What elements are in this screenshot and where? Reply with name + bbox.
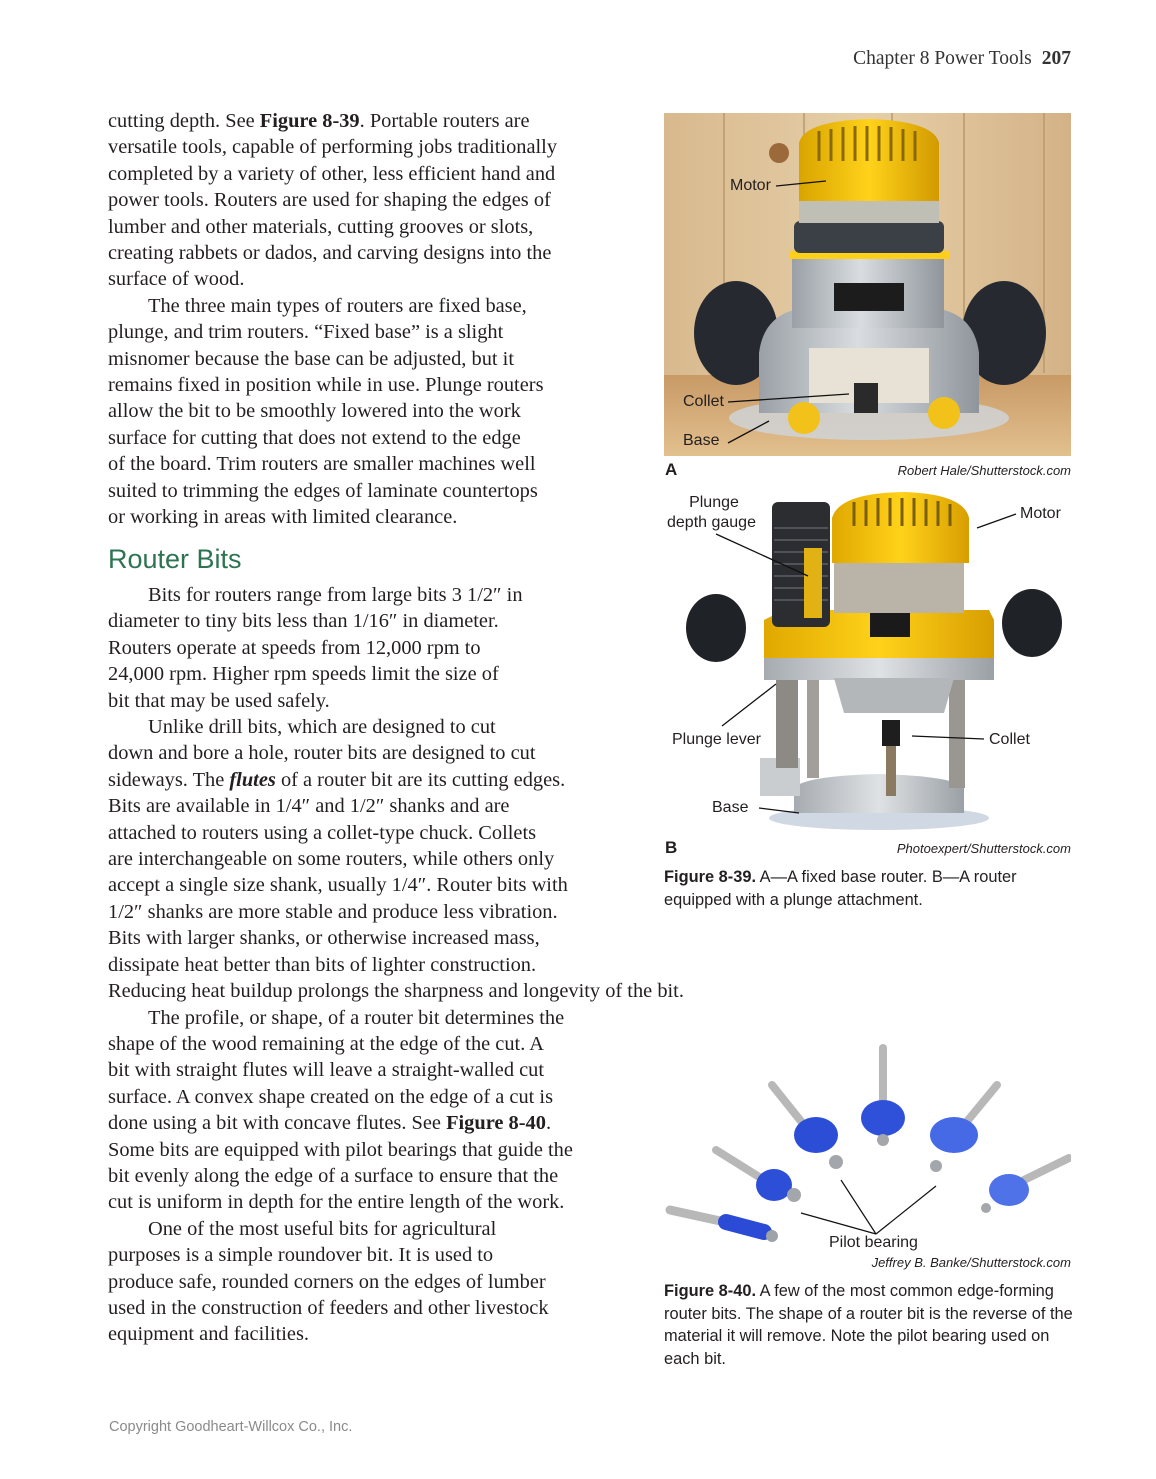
callout-base: Base [712, 799, 749, 816]
figure-8-40-caption [664, 1280, 1074, 1370]
panel-letter-a: A [665, 460, 678, 479]
caption-text: A few of the most common edge-forming router bits. The shape of a router bit is the reverse of the material it will remove. Note the pilot bearing used on each bit. [664, 1282, 1073, 1368]
page-number: 207 [1041, 48, 1071, 69]
caption-text: A—A fixed base router. B—A router equipped with a plunge attachment. [664, 868, 1017, 909]
photo-credit-a: Robert Hale/Shutterstock.com [897, 463, 1071, 478]
callout-collet: Collet [683, 393, 724, 410]
panel-letter-b: B [665, 838, 678, 857]
paragraph-routers-intro: cutting depth. See Figure 8-39. Portable routers are versatile tools, capable of performing jobs traditionally completed by a variety of other, less efficient hand and power tools. Routers are used for shaping the edges of lumber and other materials, cutting grooves or slots, creating rabbets or dados, and carving designs into the surface of wood. [108, 110, 558, 291]
paragraph-router-types: The three main types of routers are fixed base, plunge, and trim routers. “Fixed base” is a slight misnomer because the base can be adjusted, but it remains fixed in position while in use. Plunge routers allow the bit to be smoothly lowered into the work surface for cutting that does not extend to the edge of the board. Trim routers are smaller machines well suited to trimming the edges of laminate countertops or working in areas with limited clearance. [108, 294, 544, 529]
callout-base: Base [683, 432, 720, 449]
callout-depth-gauge: depth gauge [667, 514, 756, 531]
photo-credit-bits: Jeffrey B. Banke/Shutterstock.com [871, 1255, 1071, 1270]
figure-reference: Figure 8-39 [259, 110, 360, 132]
figure-8-40-photo [664, 1040, 1071, 1252]
body-text-router-bits [108, 582, 684, 1348]
router-bits-image [664, 1040, 1071, 1252]
plunge-router-image [664, 488, 1071, 838]
figure-reference: Figure 8-40 [446, 1112, 546, 1135]
figure-8-39-caption [664, 866, 1074, 911]
paragraph-roundover-bit: One of the most useful bits for agricultural purposes is a simple roundover bit. It is used to produce safe, rounded corners on the edges of lumber used in the construction of feeders and other livestock equipment and facilities. [108, 1217, 549, 1346]
callout-motor: Motor [730, 177, 771, 194]
chapter-title: Chapter 8 Power Tools [853, 48, 1032, 69]
body-text-top [108, 108, 628, 531]
paragraph-bit-profile: The profile, or shape, of a router bit determines the shape of the wood remaining at the edge of the cut. A bit with straight flutes will leave a straight-walled cut surface. A convex shape created on the edge of a cut is done using a bit with concave flutes. See Figure 8-40. Some bits are equipped with pilot bearings that guide the bit evenly along the edge of a surface to ensure that the cut is uniform in depth for the entire length of the work. [108, 1006, 573, 1214]
caption-label: Figure 8-39. [664, 868, 756, 886]
callout-pilot-bearing: Pilot bearing [829, 1234, 918, 1251]
fixed-base-router-image [664, 113, 1071, 456]
copyright-footer: Copyright Goodheart-Willcox Co., Inc. [109, 1419, 353, 1435]
callout-motor: Motor [1020, 505, 1061, 522]
paragraph-flutes-shanks: Unlike drill bits, which are designed to cut down and bore a hole, router bits are designed to cut sideways. The flutes of a router bit are its cutting edges. Bits are available in 1/4″ and 1/2″ shanks and are attached to routers using a collet-type chuck. Collets are interchangeable on some routers, while others only accept a single size shank, usually 1/4″. Router bits with 1/2″ shanks are more stable and produce less vibration. Bits with larger shanks, or otherwise increased mass, dissipate heat better than bits of lighter construction. Reducing heat buildup prolongs the sharpness and longevity of the bit. [108, 716, 684, 1003]
callout-plunge-lever: Plunge lever [672, 731, 761, 748]
callout-plunge-label: Plunge [689, 494, 739, 511]
section-heading: Router Bits [108, 544, 242, 574]
running-head [853, 48, 1071, 70]
figure-8-39-a-photo [664, 113, 1071, 456]
photo-credit-b: Photoexpert/Shutterstock.com [896, 841, 1071, 856]
paragraph-bit-sizes: Bits for routers range from large bits 3 1/2″ in diameter to tiny bits less than 1/16″ in diameter. Routers operate at speeds from 12,000 rpm to 24,000 rpm. Higher rpm speeds limit the size of bit that may be used safely. [108, 584, 523, 712]
callout-collet: Collet [989, 731, 1030, 748]
caption-label: Figure 8-40. [664, 1282, 756, 1300]
figure-8-39-b-photo [664, 488, 1071, 838]
term-flutes: flutes [229, 768, 276, 791]
